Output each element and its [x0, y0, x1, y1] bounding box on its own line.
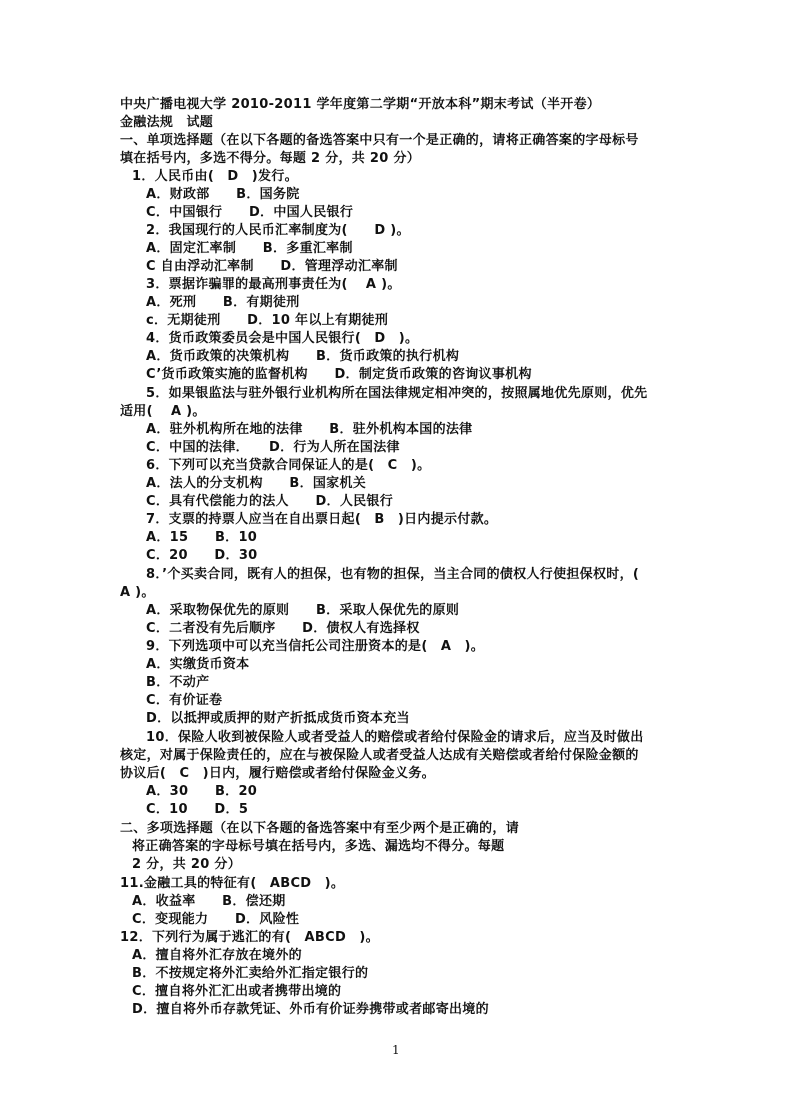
- q8-options-ab: A．采取物保优先的原则 B．采取人保优先的原则: [146, 603, 460, 618]
- q6-options-cd: C．具有代偿能力的法人 D．人民银行: [146, 494, 394, 509]
- section1-heading-line1: 一、单项选择题（在以下各题的备选答案中只有一个是正确的，请将正确答案的字母标号: [120, 133, 639, 148]
- q9-option-b: B．不动产: [146, 675, 210, 690]
- section1-heading-line2: 填在括号内，多选不得分。每题 2 分，共 20 分）: [120, 151, 421, 166]
- q7-options-ab: A．15 B．10: [146, 530, 258, 545]
- q10-options-ab: A．30 B．20: [146, 784, 258, 799]
- q11-stem: 11.金融工具的特征有( ABCD )。: [120, 876, 345, 891]
- section2-heading-line1: 二、多项选择题（在以下各题的备选答案中有至少两个是正确的，请: [120, 821, 520, 836]
- q6-stem: 6．下列可以充当贷款合同保证人的是( C )。: [146, 458, 431, 473]
- q1-options-cd: C．中国银行 D．中国人民银行: [146, 205, 354, 220]
- q5-stem-line2: 适用( A )。: [120, 404, 206, 419]
- q7-options-cd: C．20 D．30: [146, 548, 258, 563]
- q8-stem-line1: 8．’个买卖合同，既有人的担保，也有物的担保，当主合同的债权人行使担保权时，(: [146, 567, 640, 582]
- q10-stem-line1: 10．保险人收到被保险人或者受益人的赔偿或者给付保险金的请求后，应当及时做出: [146, 730, 644, 745]
- q12-stem: 12．下列行为属于逃汇的有( ABCD )。: [120, 930, 379, 945]
- q9-stem: 9．下列选项中可以充当信托公司注册资本的是( A )。: [146, 639, 485, 654]
- q8-options-cd: C．二者没有先后顺序 D．债权人有选择权: [146, 621, 420, 636]
- q4-options-cd: C’货币政策实施的监督机构 D．制定货币政策的咨询议事机构: [146, 367, 532, 382]
- q12-option-d: D．擅自将外币存款凭证、外币有价证券携带或者邮寄出境的: [132, 1002, 489, 1017]
- q5-options-cd: C．中国的法律． D．行为人所在国法律: [146, 440, 400, 455]
- q11-options-ab: A．收益率 B．偿还期: [132, 894, 286, 909]
- q10-stem-line3: 协议后( C )日内，履行赔偿或者给付保险金义务。: [120, 766, 435, 781]
- exam-title: 中央广播电视大学 2010-2011 学年度第二学期“开放本科”期末考试（半开卷）: [120, 97, 601, 112]
- exam-subject: 金融法规 试题: [120, 115, 214, 130]
- q12-option-c: C．擅自将外汇汇出或者携带出境的: [132, 984, 342, 999]
- q11-options-cd: C．变现能力 D．风险性: [132, 912, 300, 927]
- q4-stem: 4．货币政策委员会是中国人民银行( D )。: [146, 331, 419, 346]
- q5-options-ab: A．驻外机构所在地的法律 B．驻外机构本国的法律: [146, 422, 473, 437]
- q3-options-cd: c．无期徒刑 D．10 年以上有期徒刑: [146, 313, 389, 328]
- q8-stem-line2: A )。: [120, 585, 155, 600]
- q5-stem-line1: 5．如果银监法与驻外银行业机构所在国法律规定相冲突的，按照属地优先原则，优先: [146, 386, 648, 401]
- page-number: 1: [392, 1043, 400, 1057]
- q9-option-a: A．实缴货币资本: [146, 657, 250, 672]
- q9-option-d: D．以抵押或质押的财产折抵成货币资本充当: [146, 711, 410, 726]
- q1-options-ab: A．财政部 B．国务院: [146, 187, 300, 202]
- q2-stem: 2．我国现行的人民币汇率制度为( D )。: [146, 223, 410, 238]
- section2-heading-line3: 2 分，共 20 分）: [132, 857, 242, 872]
- section2-heading-line2: 将正确答案的字母标号填在括号内，多选、漏选均不得分。每题: [132, 839, 505, 854]
- q2-options-ab: A．固定汇率制 B．多重汇率制: [146, 241, 353, 256]
- q1-stem: 1．人民币由( D )发行。: [132, 169, 298, 184]
- q2-options-cd: C 自由浮动汇率制 D．管理浮动汇率制: [146, 259, 398, 274]
- q4-options-ab: A．货币政策的决策机构 B．货币政策的执行机构: [146, 349, 460, 364]
- q3-stem: 3．票据诈骗罪的最高刑事责任为( A )。: [146, 277, 401, 292]
- q10-options-cd: C．10 D．5: [146, 802, 249, 817]
- q6-options-ab: A．法人的分支机构 B．国家机关: [146, 476, 367, 491]
- q12-option-b: B．不按规定将外汇卖给外汇指定银行的: [132, 966, 369, 981]
- q3-options-ab: A．死刑 B．有期徒刑: [146, 295, 300, 310]
- q7-stem: 7．支票的持票人应当在自出票日起( B )日内提示付款。: [146, 512, 498, 527]
- q9-option-c: C．有价证卷: [146, 693, 223, 708]
- q10-stem-line2: 核定，对属于保险责任的，应在与被保险人或者受益人达成有关赔偿或者给付保险金额的: [120, 748, 639, 763]
- q12-option-a: A．擅自将外汇存放在境外的: [132, 948, 302, 963]
